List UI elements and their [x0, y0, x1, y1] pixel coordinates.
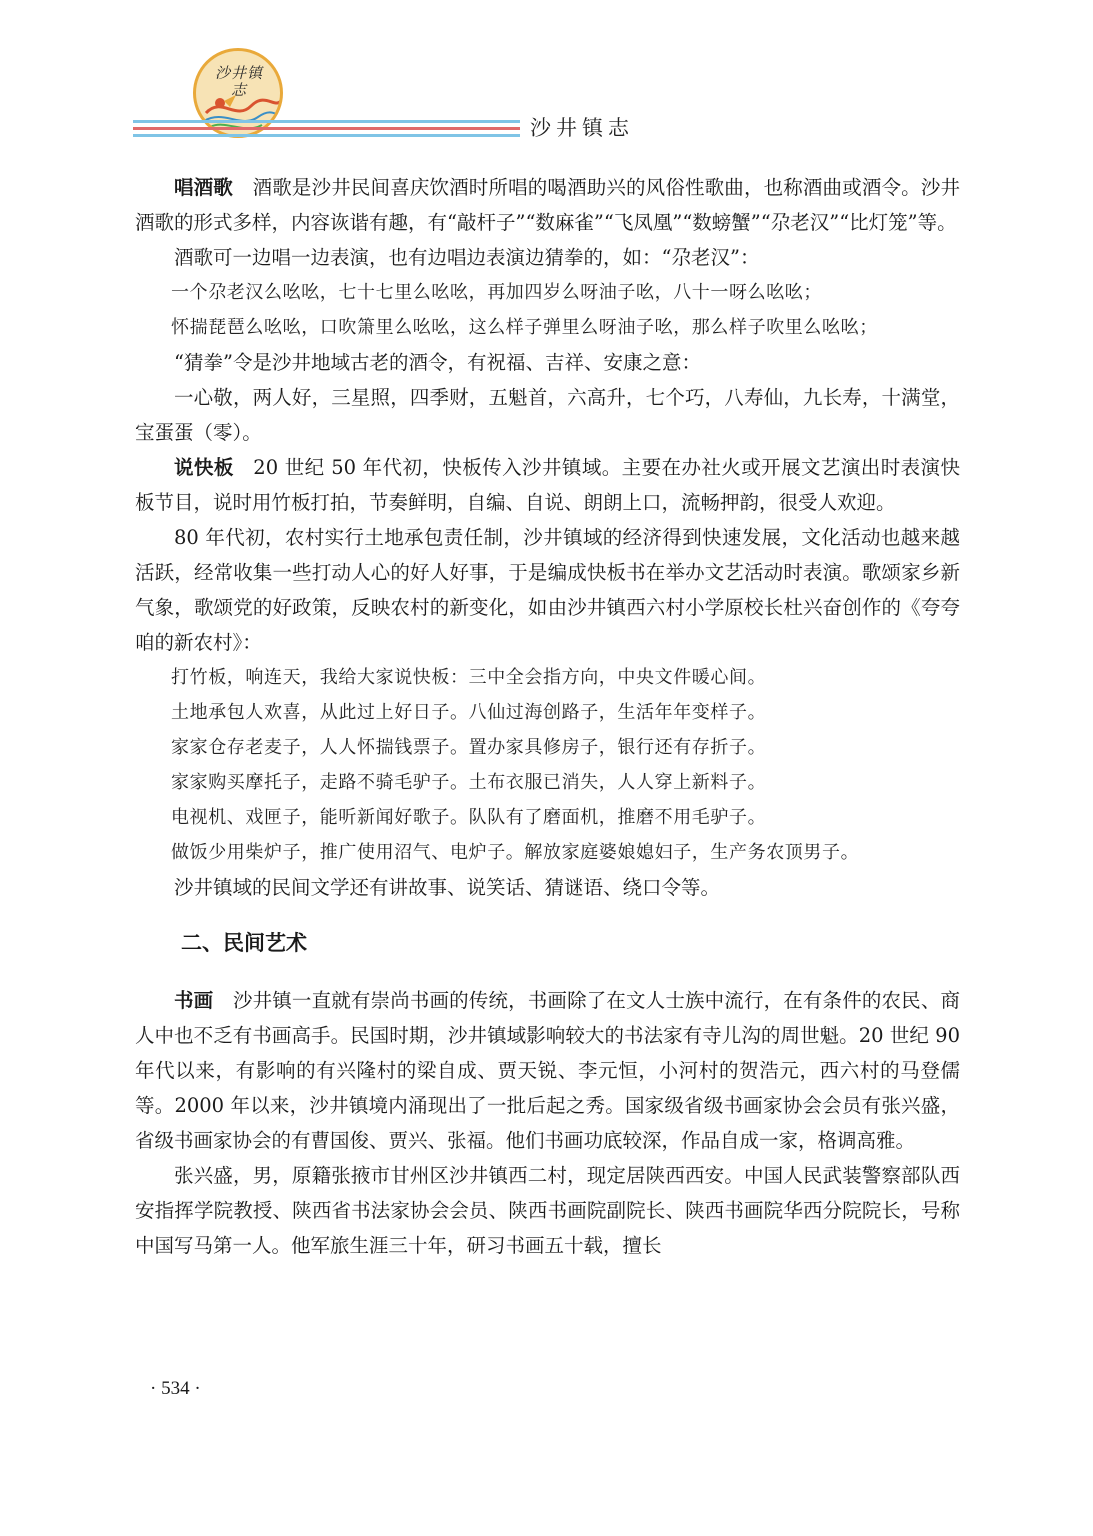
- header-rule-red: [133, 127, 520, 130]
- term-heading: 书画: [174, 989, 214, 1012]
- header-rule-blue-top: [133, 120, 520, 123]
- term-heading: 说快板: [174, 456, 234, 479]
- paragraph-text: 20 世纪 50 年代初，快板传入沙井镇域。主要在办社火或开展文艺演出时表演快板节目，说时用竹板打拍，节奏鲜明，自编、自说、朗朗上口，流畅押韵，很受人欢迎。: [135, 456, 960, 514]
- verse-line: 做饭少用柴炉子，推广使用沼气、电炉子。解放家庭婆娘媳妇子，生产务农顶男子。: [171, 842, 860, 863]
- paragraph: 一心敬，两人好，三星照，四季财，五魁首，六高升，七个巧，八寿仙，九长寿，十满堂，宝蛋蛋（零）。: [135, 386, 960, 444]
- section-heading: 二、民间艺术: [181, 931, 307, 955]
- verse-line: 打竹板，响连天，我给大家说快板：三中全会指方向，中央文件暖心间。: [171, 667, 767, 688]
- paragraph-text: 酒歌是沙井民间喜庆饮酒时所唱的喝酒助兴的风俗性歌曲，也称酒曲或酒令。沙井酒歌的形式多样，内容诙谐有趣，有“敲杆子”“数麻雀”“飞凤凰”“数螃蟹”“尕老汉”“比灯笼”等。: [135, 176, 960, 234]
- page-number: · 534 ·: [150, 1378, 201, 1399]
- verse-line: 怀揣琵琶么吆吆，口吹箫里么吆吆，这么样子弹里么呀油子吆，那么样子吹里么吆吆；: [171, 317, 878, 338]
- verse-line: 土地承包人欢喜，从此过上好日子。八仙过海创路子，生活年年变样子。: [171, 702, 767, 723]
- seal-logo-icon: [193, 48, 283, 138]
- paragraph: “猜拳”令是沙井地域古老的酒令，有祝福、吉祥、安康之意：: [174, 351, 701, 374]
- paragraph: 沙井镇域的民间文学还有讲故事、说笑话、猜谜语、绕口令等。: [174, 876, 721, 899]
- verse-line: 家家仓存老麦子，人人怀揣钱票子。置办家具修房子，银行还有存折子。: [171, 737, 767, 758]
- term-heading: 唱酒歌: [174, 176, 233, 199]
- header-rule-blue-bottom: [133, 134, 520, 137]
- paragraph: 酒歌可一边唱一边表演，也有边唱边表演边猜拳的，如：“尕老汉”：: [174, 246, 760, 269]
- verse-line: 电视机、戏匣子，能听新闻好歌子。队队有了磨面机，推磨不用毛驴子。: [171, 807, 767, 828]
- seal-text: 沙井镇志: [214, 64, 263, 99]
- verse-line: 家家购买摩托子，走路不骑毛驴子。土布衣服已消失，人人穿上新料子。: [171, 772, 767, 793]
- paragraph-text: 沙井镇一直就有崇尚书画的传统，书画除了在文人士族中流行，在有条件的农民、商人中也不乏有书画高手。民国时期，沙井镇域影响较大的书法家有寺儿沟的周世魁。20 世纪 90 年代以来，有影响的有兴隆村的梁自成、贾天锐、李元恒，小河村的贺浩元，西六村的马登儒等。2000 年以来，沙井镇境内涌现出了一批后起之秀。国家级省级书画家协会会员有张兴盛，省级书画家协会的有曹国俊、贾兴、张福。他们书画功底较深，作品自成一家，格调高雅。: [135, 989, 960, 1152]
- running-title: 沙井镇志: [530, 116, 634, 140]
- main-text: [135, 170, 960, 1263]
- page-header: [0, 0, 1093, 150]
- paragraph-chang-jiu-ge: [135, 170, 960, 240]
- paragraph-shuo-kuai-ban: [135, 450, 960, 520]
- paragraph: 张兴盛，男，原籍张掖市甘州区沙井镇西二村，现定居陕西西安。中国人民武装警察部队西安指挥学院教授、陕西省书法家协会会员、陕西书画院副院长、陕西书画院华西分院院长，号称中国写马第一人。他军旅生涯三十年，研习书画五十载，擅长: [135, 1164, 960, 1257]
- paragraph-shu-hua: [135, 983, 960, 1158]
- verse-line: 一个尕老汉么吆吆，七十七里么吆吆，再加四岁么呀油子吆，八十一呀么吆吆；: [171, 282, 822, 303]
- paragraph: 80 年代初，农村实行土地承包责任制，沙井镇域的经济得到快速发展，文化活动也越来越活跃，经常收集一些打动人心的好人好事，于是编成快板书在举办文艺活动时表演。歌颂家乡新气象，歌颂党的好政策，反映农村的新变化，如由沙井镇西六村小学原校长杜兴奋创作的《夸夸咱的新农村》：: [135, 526, 960, 654]
